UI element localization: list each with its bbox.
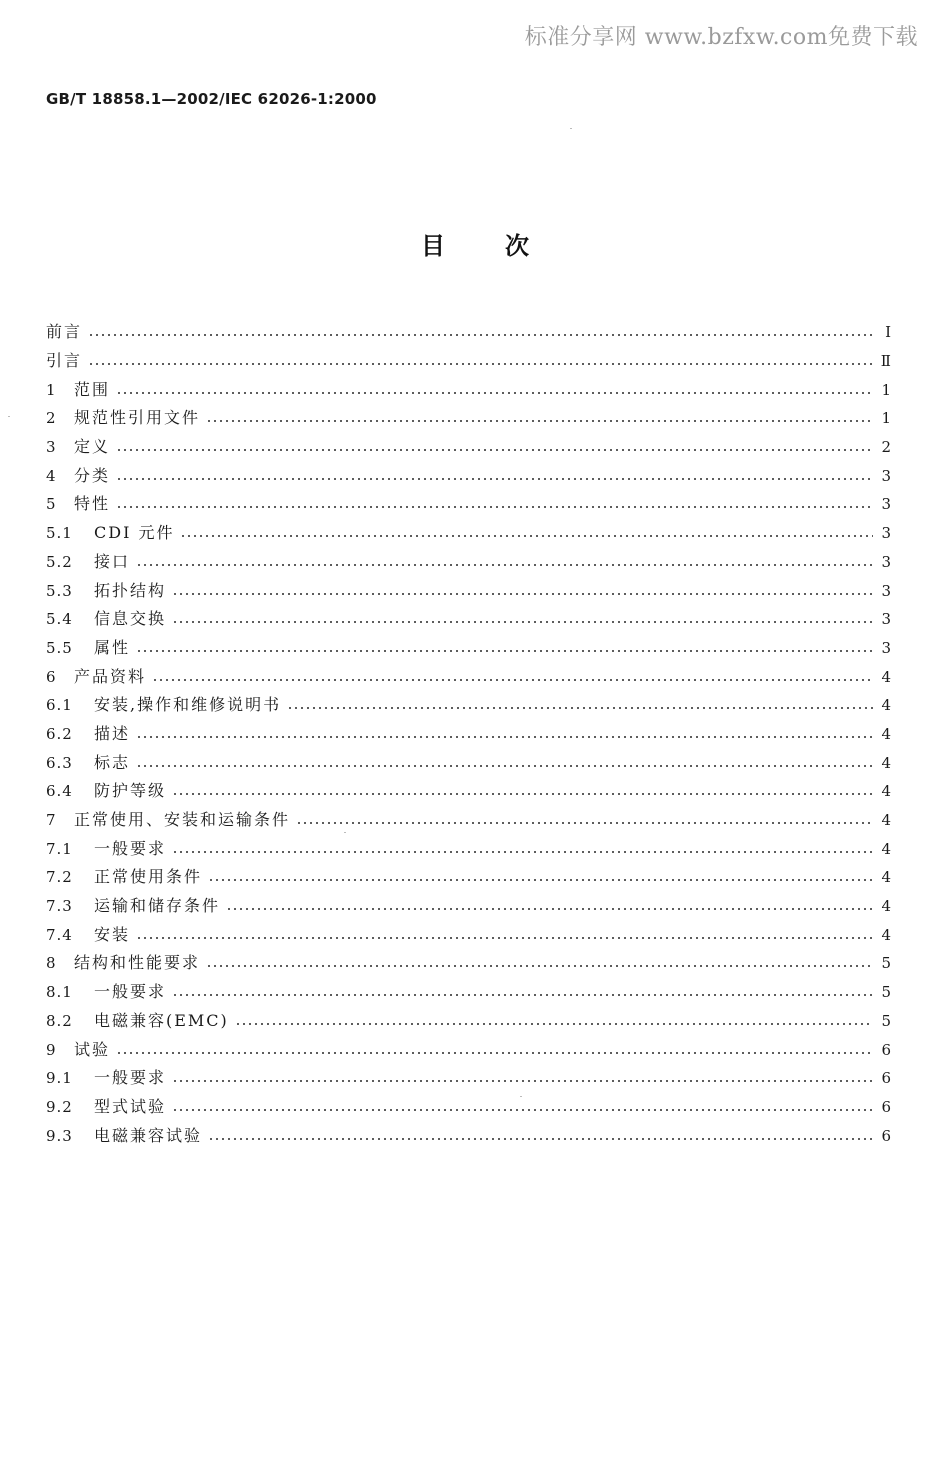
toc-entry-number: 7.2	[46, 868, 73, 887]
toc-entry[interactable]	[46, 1007, 891, 1036]
toc-entry-number: 7.4	[46, 925, 73, 944]
toc-entry-title: 型式试验	[94, 1096, 167, 1116]
toc-entry-page: 6	[881, 1069, 891, 1088]
toc-dot-leader	[88, 333, 873, 337]
toc-entry-page: 2	[881, 438, 891, 457]
toc-entry-page: 3	[881, 495, 891, 514]
toc-dot-leader	[136, 563, 873, 567]
toc-dot-leader	[116, 391, 873, 395]
toc-entry-number: 2	[46, 409, 57, 428]
toc-dot-leader	[235, 1022, 873, 1026]
toc-entry-title: 标志	[94, 752, 131, 772]
toc-dot-leader	[172, 993, 873, 997]
toc-entry-page: 3	[881, 610, 891, 629]
toc-dot-leader	[208, 1137, 873, 1141]
toc-dot-leader	[116, 448, 873, 452]
toc-dot-leader	[116, 505, 873, 509]
toc-dot-leader	[136, 735, 873, 739]
toc-entry-number: 4	[46, 466, 57, 485]
toc-entry-title: 分类	[74, 465, 111, 485]
toc-entry-title: 正常使用条件	[94, 867, 203, 887]
toc-entry[interactable]	[46, 347, 891, 376]
toc-entry-page: 3	[881, 466, 891, 485]
toc-entry-title: 定义	[74, 437, 111, 457]
toc-entry-title: 引言	[46, 351, 83, 371]
toc-entry-number: 5.4	[46, 610, 73, 629]
toc-entry-number: 9.1	[46, 1069, 73, 1088]
toc-entry-title: 正常使用、安装和运输条件	[74, 810, 291, 830]
toc-entry-page: 4	[881, 753, 891, 772]
toc-entry-title: 前言	[46, 322, 83, 342]
toc-entry[interactable]	[46, 404, 891, 433]
toc-entry-title: 属性	[94, 637, 131, 657]
table-of-contents	[46, 318, 891, 1150]
toc-entry-number: 6.1	[46, 696, 73, 715]
toc-dot-leader	[208, 878, 873, 882]
toc-entry[interactable]	[46, 433, 891, 462]
toc-entry[interactable]	[46, 892, 891, 921]
toc-entry-page: 6	[881, 1097, 891, 1116]
toc-entry-number: 6.2	[46, 724, 73, 743]
toc-entry-number: 5	[46, 495, 57, 514]
toc-dot-leader	[206, 419, 873, 423]
toc-dot-leader	[172, 592, 873, 596]
toc-entry-page: 4	[881, 811, 891, 830]
page-title: 目次	[421, 232, 589, 260]
toc-entry-number: 7	[46, 811, 57, 830]
toc-entry-page: 4	[881, 696, 891, 715]
toc-entry[interactable]	[46, 318, 891, 347]
toc-entry-number: 9.2	[46, 1097, 73, 1116]
toc-entry-number: 5.1	[46, 524, 73, 543]
toc-entry[interactable]	[46, 949, 891, 978]
toc-entry[interactable]	[46, 605, 891, 634]
toc-entry-number: 8.1	[46, 983, 73, 1002]
toc-entry[interactable]	[46, 920, 891, 949]
toc-entry-title: 信息交换	[94, 609, 167, 629]
toc-entry-number: 9.3	[46, 1126, 73, 1145]
toc-entry[interactable]	[46, 1035, 891, 1064]
toc-entry-page: 5	[881, 1011, 891, 1030]
toc-entry[interactable]	[46, 662, 891, 691]
toc-dot-leader	[287, 706, 873, 710]
toc-dot-leader	[206, 964, 873, 968]
toc-entry-title: 接口	[94, 551, 131, 571]
toc-entry[interactable]	[46, 863, 891, 892]
toc-entry-page: 6	[881, 1126, 891, 1145]
toc-entry-number: 9	[46, 1040, 57, 1059]
toc-entry[interactable]	[46, 519, 891, 548]
toc-dot-leader	[172, 1108, 873, 1112]
toc-dot-leader	[116, 477, 873, 481]
toc-entry[interactable]	[46, 978, 891, 1007]
toc-entry-page: 4	[881, 868, 891, 887]
toc-dot-leader	[226, 907, 873, 911]
toc-entry[interactable]	[46, 748, 891, 777]
toc-entry[interactable]	[46, 806, 891, 835]
toc-entry-page: 5	[881, 983, 891, 1002]
toc-entry[interactable]	[46, 1064, 891, 1093]
toc-entry-page: I	[885, 323, 891, 342]
toc-entry-title: 安装	[94, 924, 131, 944]
toc-entry-page: 1	[881, 380, 891, 399]
toc-entry-title: 一般要求	[94, 1068, 167, 1088]
toc-entry-title: 试验	[74, 1039, 111, 1059]
toc-entry-page: 3	[881, 524, 891, 543]
toc-entry[interactable]	[46, 490, 891, 519]
toc-entry[interactable]	[46, 576, 891, 605]
toc-dot-leader	[172, 1079, 873, 1083]
toc-entry-page: 3	[881, 638, 891, 657]
toc-entry[interactable]	[46, 1121, 891, 1150]
toc-entry[interactable]	[46, 1093, 891, 1122]
toc-entry-page: 4	[881, 897, 891, 916]
toc-entry-title: 运输和储存条件	[94, 896, 221, 916]
toc-entry[interactable]	[46, 461, 891, 490]
toc-entry-number: 6.4	[46, 782, 73, 801]
toc-entry-number: 7.1	[46, 839, 73, 858]
toc-dot-leader	[172, 620, 873, 624]
toc-entry-number: 6	[46, 667, 57, 686]
toc-entry-title: 产品资料	[74, 666, 147, 686]
toc-entry-page: 4	[881, 724, 891, 743]
toc-entry-number: 6.3	[46, 753, 73, 772]
toc-entry-title: 安装,操作和维修说明书	[94, 695, 282, 715]
toc-entry-number: 5.5	[46, 638, 73, 657]
toc-entry-title: 电磁兼容(EMC)	[94, 1010, 229, 1030]
watermark-text: 标准分享网 www.bzfxw.com免费下载	[524, 25, 918, 50]
toc-entry[interactable]	[46, 375, 891, 404]
scan-speck	[8, 416, 10, 417]
toc-entry-page: Ⅱ	[880, 352, 891, 371]
toc-dot-leader	[296, 821, 873, 825]
toc-entry-title: 规范性引用文件	[74, 408, 201, 428]
toc-entry-title: CDI 元件	[94, 523, 175, 543]
toc-entry-page: 4	[881, 839, 891, 858]
toc-dot-leader	[88, 362, 873, 366]
toc-entry[interactable]	[46, 691, 891, 720]
toc-entry-page: 4	[881, 782, 891, 801]
toc-dot-leader	[136, 649, 873, 653]
toc-entry-title: 特性	[74, 494, 111, 514]
toc-dot-leader	[180, 534, 873, 538]
toc-dot-leader	[136, 936, 873, 940]
toc-entry[interactable]	[46, 720, 891, 749]
toc-entry-title: 电磁兼容试验	[94, 1125, 203, 1145]
toc-entry-page: 3	[881, 552, 891, 571]
document-code: GB/T 18858.1—2002/IEC 62026-1:2000	[46, 90, 377, 108]
toc-entry-page: 5	[881, 954, 891, 973]
toc-dot-leader	[152, 678, 873, 682]
scan-speck	[570, 128, 572, 129]
toc-entry-number: 5.2	[46, 552, 73, 571]
toc-entry-title: 结构和性能要求	[74, 953, 201, 973]
scan-speck	[520, 1096, 522, 1097]
toc-entry[interactable]	[46, 548, 891, 577]
toc-entry-number: 8.2	[46, 1011, 73, 1030]
toc-entry-number: 3	[46, 438, 57, 457]
toc-entry-title: 描述	[94, 723, 131, 743]
toc-entry-page: 4	[881, 925, 891, 944]
toc-dot-leader	[116, 1051, 873, 1055]
toc-dot-leader	[172, 850, 873, 854]
toc-entry-number: 7.3	[46, 897, 73, 916]
toc-entry-number: 8	[46, 954, 57, 973]
scan-speck	[344, 832, 346, 833]
toc-dot-leader	[172, 792, 873, 796]
toc-entry-title: 一般要求	[94, 838, 167, 858]
toc-entry-number: 1	[46, 380, 57, 399]
toc-entry-number: 5.3	[46, 581, 73, 600]
toc-entry-title: 拓扑结构	[94, 580, 167, 600]
toc-entry-title: 一般要求	[94, 982, 167, 1002]
toc-entry[interactable]	[46, 634, 891, 663]
toc-entry-title: 范围	[74, 379, 111, 399]
toc-entry-page: 3	[881, 581, 891, 600]
toc-entry-title: 防护等级	[94, 781, 167, 801]
toc-entry[interactable]	[46, 834, 891, 863]
toc-entry-page: 1	[881, 409, 891, 428]
toc-entry-page: 4	[881, 667, 891, 686]
toc-entry-page: 6	[881, 1040, 891, 1059]
toc-entry[interactable]	[46, 777, 891, 806]
toc-dot-leader	[136, 764, 873, 768]
